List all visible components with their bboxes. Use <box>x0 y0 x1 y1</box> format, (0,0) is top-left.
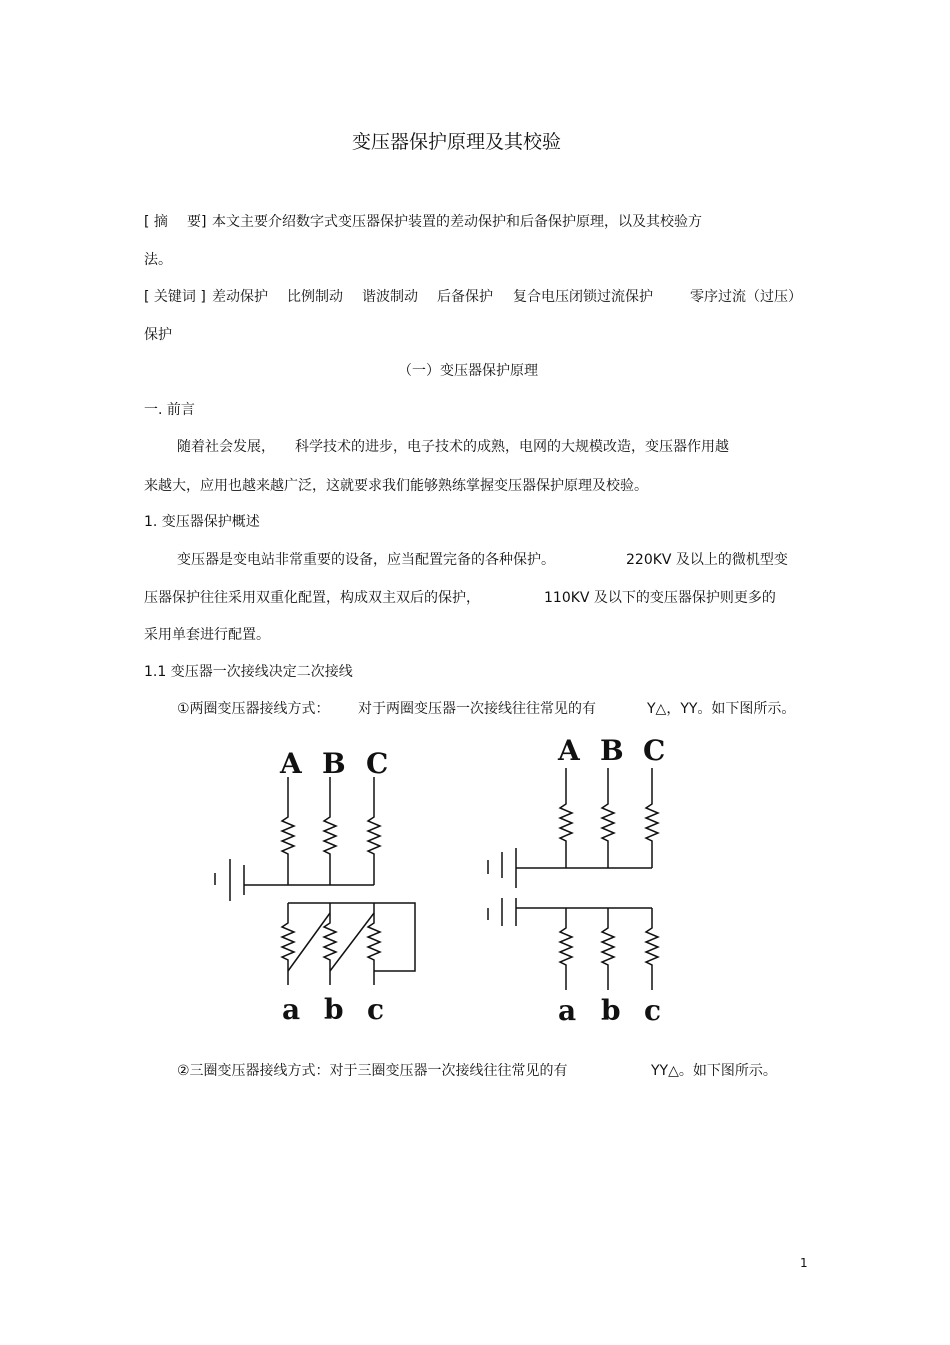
abstract-tag-close: 要] <box>187 214 207 230</box>
preface-heading: 一. 前言 <box>144 402 195 418</box>
keywords-tail: 保护 <box>144 327 172 343</box>
two-coil-text: 对于两圈变压器一次接线往往常见的有 <box>358 701 596 717</box>
phase-label: b <box>601 994 621 1027</box>
keyword-item: 后备保护 <box>437 289 493 305</box>
phase-label: B <box>322 747 346 780</box>
three-coil-text: ②三圈变压器接线方式：对于三圈变压器一次接线往往常见的有 <box>177 1063 568 1079</box>
phase-label: A <box>558 734 580 767</box>
two-coil-label: ①两圈变压器接线方式： <box>177 701 330 717</box>
phase-label: c <box>644 994 662 1027</box>
keywords-tag: [ 关键词 ] <box>144 289 206 305</box>
abstract-tag-open: [ 摘 <box>144 214 168 230</box>
overview-heading: 1. 变压器保护概述 <box>144 514 260 530</box>
three-coil-types: YY△。如下图所示。 <box>651 1063 777 1079</box>
overview-line-1b: 220KV 及以上的微机型变 <box>626 552 788 568</box>
abstract-text-1: 本文主要介绍数字式变压器保护装置的差动保护和后备保护原理，以及其校验方 <box>212 214 702 230</box>
preface-text-1b: 科学技术的进步，电子技术的成熟，电网的大规模改造，变压器作用越 <box>295 439 729 455</box>
y-y-transformer-diagram <box>480 728 680 1028</box>
phase-label: B <box>600 734 624 767</box>
phase-label: A <box>280 747 302 780</box>
preface-text-1c: 来越大，应用也越来越广泛，这就要求我们能够熟练掌握变压器保护原理及校验。 <box>144 478 648 494</box>
section-heading: （一）变压器保护原理 <box>398 363 538 379</box>
preface-text-1a: 随着社会发展， <box>177 439 275 455</box>
phase-label: c <box>367 993 385 1026</box>
phase-label: b <box>324 993 344 1026</box>
overview-line-2a: 压器保护往往采用双重化配置，构成双主双后的保护， <box>144 590 480 606</box>
phase-label: a <box>282 993 301 1026</box>
keyword-item: 差动保护 <box>212 289 268 305</box>
phase-label: a <box>558 994 577 1027</box>
document-title: 变压器保护原理及其校验 <box>352 131 562 153</box>
overview-line-1a: 变压器是变电站非常重要的设备，应当配置完备的各种保护。 <box>177 552 555 568</box>
overview-line-2b: 110KV 及以下的变压器保护则更多的 <box>544 590 776 606</box>
keyword-item: 复合电压闭锁过流保护 <box>513 289 653 305</box>
abstract-text-2: 法。 <box>144 252 172 268</box>
phase-label: C <box>366 747 389 780</box>
two-coil-types: Y△，YY。如下图所示。 <box>647 701 796 717</box>
keyword-item: 零序过流（过压） <box>690 289 802 305</box>
wiring-heading: 1.1 变压器一次接线决定二次接线 <box>144 664 353 680</box>
page-number: 1 <box>800 1256 808 1270</box>
overview-line-3: 采用单套进行配置。 <box>144 627 270 643</box>
keyword-item: 比例制动 <box>287 289 343 305</box>
keyword-item: 谐波制动 <box>362 289 418 305</box>
phase-label: C <box>643 734 666 767</box>
y-delta-transformer-diagram <box>200 735 440 1030</box>
